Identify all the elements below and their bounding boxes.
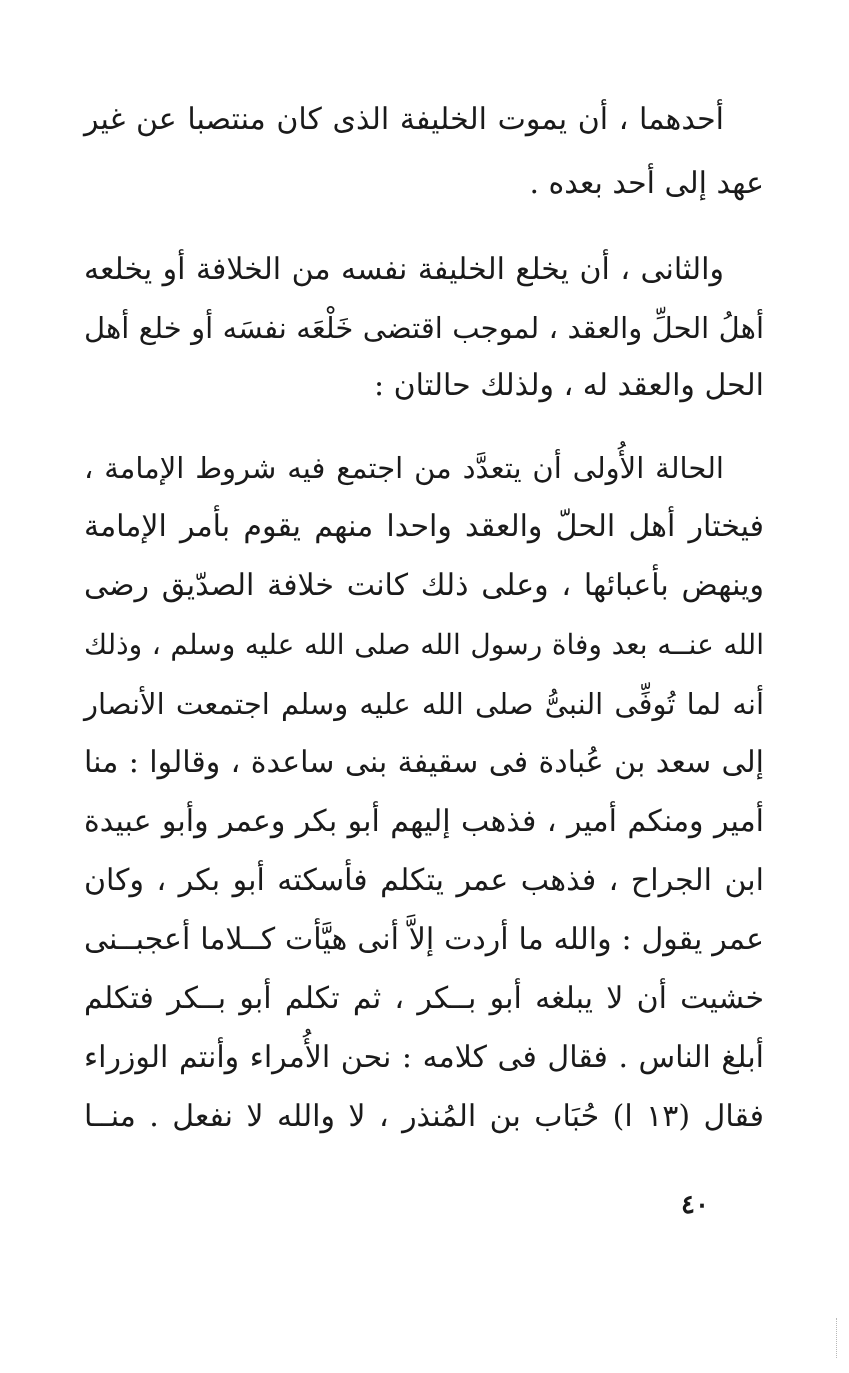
paragraph-2-line-2: أهلُ الحلِّ والعقد ، لموجب اقتضى خَلْعَه نفسَه أو خلع أهل xyxy=(84,311,764,345)
paragraph-3-line-1: الحالة الأُولى أن يتعدَّد من اجتمع فيه شروط الإمامة ، xyxy=(84,451,724,485)
paragraph-3-line-9: عمر يقول : والله ما أردت إلاَّ أنى هيَّأت كــلاما أعجبــنى xyxy=(84,922,764,957)
paragraph-3-line-6: إلى سعد بن عُبادة فى سقيفة بنى ساعدة ، وقالوا : منا xyxy=(84,745,764,780)
page-number: ٤٠ xyxy=(681,1190,709,1220)
paragraph-3-line-5: أنه لما تُوفِّى النبىُّ صلى الله عليه وسلم اجتمعت الأنصار xyxy=(84,687,764,721)
paragraph-3-line-2: فيختار أهل الحلّ والعقد واحدا منهم يقوم بأمر الإمامة xyxy=(84,509,764,544)
page-edge-mark xyxy=(834,1318,837,1358)
paragraph-3-line-7: أمير ومنكم أمير ، فذهب إليهم أبو بكر وعمر وأبو عبيدة xyxy=(84,804,764,839)
paragraph-1-line-1: أحدهما ، أن يموت الخليفة الذى كان منتصبا عن غير xyxy=(84,102,724,137)
paragraph-3-line-12: فقال (١٣ ا) حُبَاب بن المُنذر ، لا والله لا نفعل . منــا xyxy=(84,1099,764,1134)
paragraph-1-line-2: عهد إلى أحد بعده . xyxy=(529,166,764,201)
paragraph-3-line-3: وينهض بأعبائها ، وعلى ذلك كانت خلافة الصدّيق رضى xyxy=(84,568,764,603)
paragraph-2-line-1: والثانى ، أن يخلع الخليفة نفسه من الخلافة أو يخلعه xyxy=(84,252,724,287)
paragraph-3-line-10: خشيت أن لا يبلغه أبو بــكر ، ثم تكلم أبو بــكر فتكلم xyxy=(84,981,764,1016)
paragraph-2-line-3: الحل والعقد له ، ولذلك حالتان : xyxy=(374,368,764,403)
page-body-text xyxy=(84,100,764,1180)
paragraph-3-line-11: أبلغ الناس . فقال فى كلامه : نحن الأُمراء وأنتم الوزراء xyxy=(84,1040,764,1075)
paragraph-3-line-8: ابن الجراح ، فذهب عمر يتكلم فأسكته أبو بكر ، وكان xyxy=(84,863,764,898)
paragraph-3-line-4: الله عنــه بعد وفاة رسول الله صلى الله عليه وسلم ، وذلك xyxy=(84,628,764,661)
